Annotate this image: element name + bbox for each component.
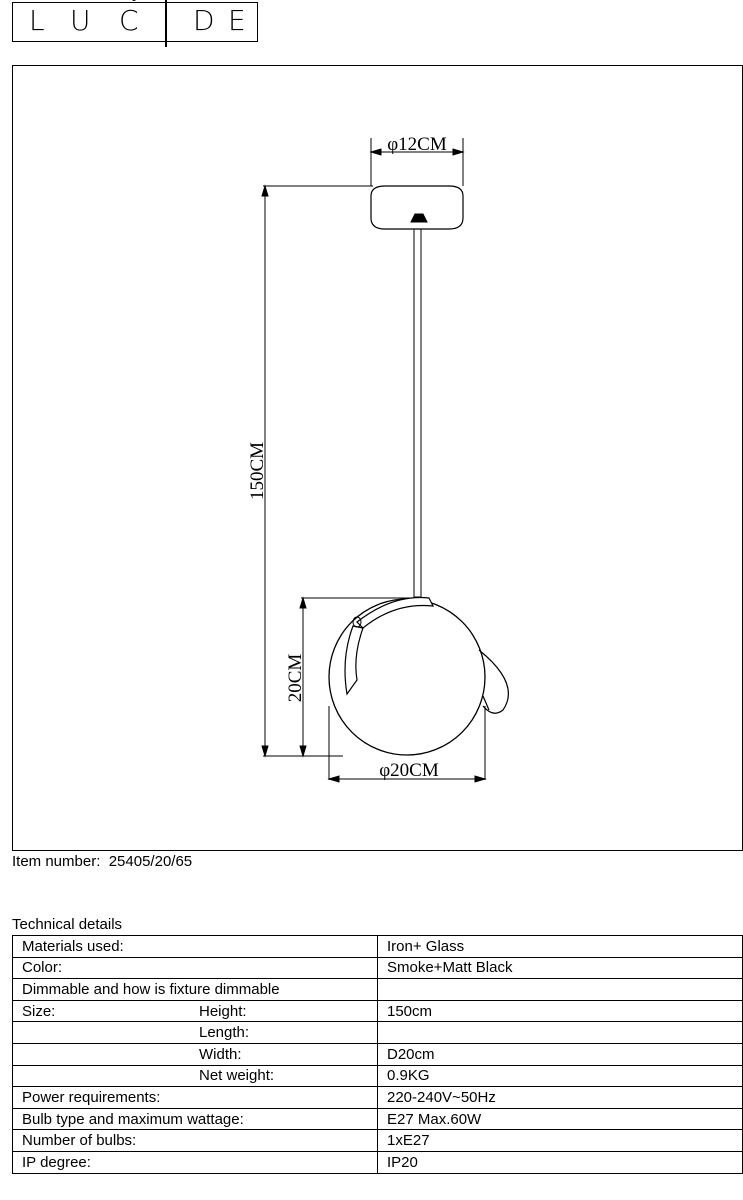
table-row xyxy=(13,1043,743,1065)
spec-label: Number of bulbs: xyxy=(13,1130,378,1152)
spec-value: D20cm xyxy=(378,1043,743,1065)
spec-label: Size: xyxy=(13,1000,191,1022)
dim-arrow xyxy=(300,746,306,756)
technical-details-title: Technical details xyxy=(12,916,123,933)
item-number-value: 25405/20/65 xyxy=(108,853,193,870)
item-number-label: Item number: xyxy=(12,853,101,870)
spec-value: Smoke+Matt Black xyxy=(378,957,743,979)
spec-sublabel: Net weight: xyxy=(190,1065,378,1087)
dim-arrow xyxy=(300,598,306,608)
logo-letter: L xyxy=(29,4,45,37)
spec-label: Power requirements: xyxy=(13,1087,378,1109)
table-row xyxy=(13,1151,743,1173)
table-row xyxy=(13,979,743,1001)
table-row xyxy=(13,957,743,979)
canopy xyxy=(371,186,463,229)
metal-band xyxy=(357,598,433,629)
dim-arrow xyxy=(262,186,268,196)
brand-logo xyxy=(12,2,258,42)
table-row xyxy=(13,1087,743,1109)
spec-label xyxy=(13,1065,191,1087)
table-row xyxy=(13,936,743,958)
logo-bar xyxy=(165,0,167,47)
spec-value: IP20 xyxy=(378,1151,743,1173)
spec-value: Iron+ Glass xyxy=(378,936,743,958)
spec-value xyxy=(378,1022,743,1044)
spec-label xyxy=(13,1043,191,1065)
spec-label: Color: xyxy=(13,957,378,979)
table-row xyxy=(13,1000,743,1022)
item-number xyxy=(12,853,192,870)
spec-sublabel: Width: xyxy=(190,1043,378,1065)
spec-value: 0.9KG xyxy=(378,1065,743,1087)
technical-details-table xyxy=(12,935,743,1174)
logo-letter: D xyxy=(193,4,215,37)
spec-value: E27 Max.60W xyxy=(378,1108,743,1130)
logo-letter: C xyxy=(119,4,139,37)
pendant-lamp-drawing xyxy=(13,66,743,852)
canopy-socket xyxy=(411,214,427,222)
dim-arrow xyxy=(453,149,463,155)
dim-label-shade-diameter: φ20CM xyxy=(379,760,439,781)
dim-label-shade-height: 20CM xyxy=(285,653,306,703)
dim-arrow xyxy=(475,776,485,782)
spec-label: IP degree: xyxy=(13,1151,378,1173)
spec-value xyxy=(378,979,743,1001)
spec-label: Materials used: xyxy=(13,936,378,958)
spec-value: 1xE27 xyxy=(378,1130,743,1152)
table-row xyxy=(13,1065,743,1087)
spec-sublabel: Height: xyxy=(190,1000,378,1022)
metal-band-left xyxy=(345,626,363,694)
dim-arrow xyxy=(262,746,268,756)
dim-arrow xyxy=(371,149,381,155)
dim-arrow xyxy=(329,776,339,782)
logo-dot xyxy=(132,0,136,1)
dim-label-top-diameter: φ12CM xyxy=(387,134,447,155)
spec-label: Bulb type and maximum wattage: xyxy=(13,1108,378,1130)
spec-value: 150cm xyxy=(378,1000,743,1022)
logo-letter: U xyxy=(70,4,91,37)
spec-sublabel: Length: xyxy=(190,1022,378,1044)
table-row xyxy=(13,1108,743,1130)
table-row xyxy=(13,1022,743,1044)
suspension-rod xyxy=(414,229,421,597)
spec-value: 220-240V~50Hz xyxy=(378,1087,743,1109)
spec-label: Dimmable and how is fixture dimmable xyxy=(13,979,378,1001)
spec-label xyxy=(13,1022,191,1044)
logo-letter: E xyxy=(228,4,246,37)
technical-drawing xyxy=(12,65,743,851)
table-row xyxy=(13,1130,743,1152)
dim-label-total-height: 150CM xyxy=(247,441,268,501)
